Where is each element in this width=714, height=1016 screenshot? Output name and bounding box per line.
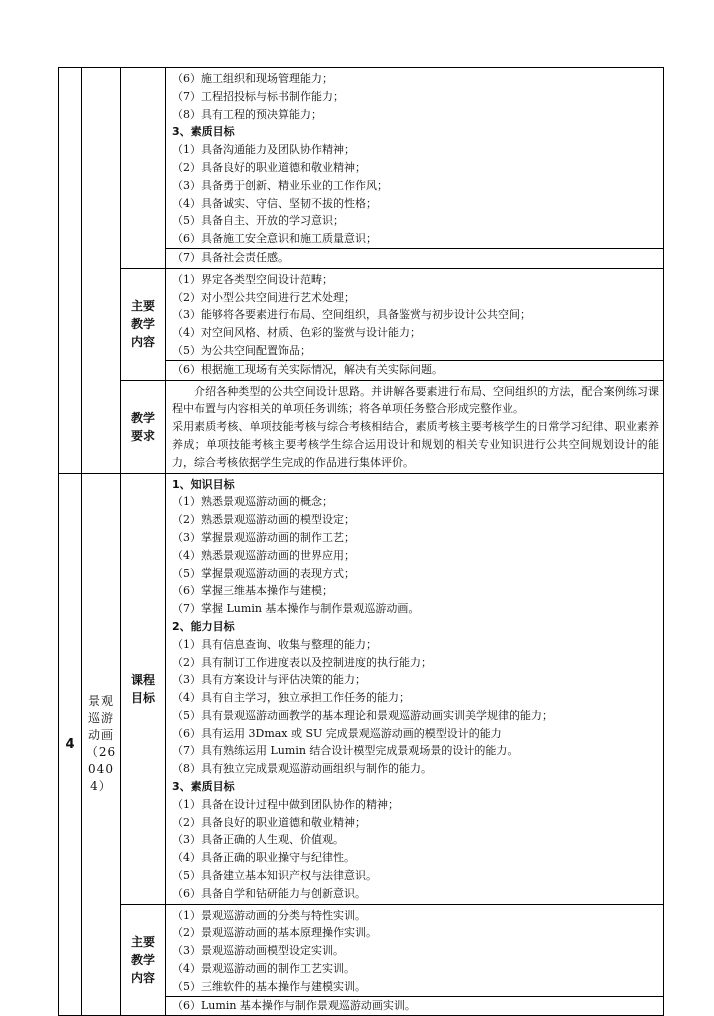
list-item: （3）具有方案设计与评估决策的能力； — [172, 673, 366, 687]
row4-course-name: 景观巡游动画（260404） — [82, 473, 121, 1016]
row3-requirements-row — [59, 380, 664, 473]
label-line: 教学 — [130, 410, 155, 425]
list-item: （3）具备正确的人生观、价值观。 — [172, 833, 344, 847]
section-heading: 3、素质目标 — [172, 780, 235, 794]
list-item: （6）具备施工安全意识和施工质量意识； — [172, 232, 377, 246]
row3-goals-last-item: （7）具备社会责任感。 — [166, 248, 663, 267]
label-line: 教学 — [130, 953, 155, 968]
list-item: （2）景观巡游动画的基本原理操作实训。 — [172, 926, 377, 940]
row3-content-items — [172, 271, 659, 360]
row3-goals-content — [166, 68, 664, 269]
list-item: （2）熟悉景观巡游动画的模型设定； — [172, 513, 355, 527]
requirements-paragraph-1: 介绍各种类型的公共空间设计思路。并讲解各要素进行布局、空间组织的方法，配合案例练习课程中布置与内容相关的单项任务训练；将各单项任务整合形成完整作业。 — [172, 384, 659, 416]
list-item: （5）掌握景观巡游动画的表现方式； — [172, 566, 355, 580]
list-item: （6）具有运用 3Dmax 或 SU 完成景观巡游动画的模型设计的能力 — [172, 726, 502, 740]
list-item: （7）工程招投标与标书制作能力； — [172, 89, 344, 103]
list-item: （2）对小型公共空间进行艺术处理； — [172, 290, 355, 304]
section-heading: 1、知识目标 — [172, 477, 235, 491]
list-item: （1）具备在设计过程中做到团队协作的精神； — [172, 797, 399, 811]
list-item: （8）具有工程的预决算能力； — [172, 107, 322, 121]
row4-content-label — [121, 904, 166, 1016]
label-line: 课程 — [130, 672, 155, 687]
row3-content-list — [166, 268, 664, 380]
label-line: 目标 — [130, 690, 155, 705]
list-item: （3）景观巡游动画模型设定实训。 — [172, 944, 344, 958]
list-item: （7）具有熟练运用 Lumin 结合设计模型完成景观场景的设计的能力。 — [172, 744, 519, 758]
list-item: （5）具有景观巡游动画教学的基本理论和景观巡游动画实训美学规律的能力； — [172, 708, 553, 722]
row3-goals-row — [59, 68, 664, 269]
list-item: （3）掌握景观巡游动画的制作工艺； — [172, 530, 355, 544]
section-heading: 2、能力目标 — [172, 619, 235, 633]
row3-requirements-label — [121, 380, 166, 473]
list-item: （2）具备良好的职业道德和敬业精神； — [172, 160, 366, 174]
row3-content-row — [59, 268, 664, 380]
row4-content-row — [59, 904, 664, 1016]
row4-content-list — [166, 904, 664, 1016]
list-item: （3）具备勇于创新、精业乐业的工作作风； — [172, 178, 388, 192]
row4-goals-label — [121, 473, 166, 904]
curriculum-table — [58, 67, 664, 1016]
label-line: 内容 — [130, 335, 155, 350]
row4-content-last-item: （6）Lumin 基本操作与制作景观巡游动画实训。 — [166, 996, 663, 1015]
label-line: 主要 — [130, 935, 155, 950]
list-item: （1）景观巡游动画的分类与特性实训。 — [172, 908, 366, 922]
list-item: （1）熟悉景观巡游动画的概念； — [172, 495, 333, 509]
list-item: （8）具有独立完成景观巡游动画组织与制作的能力。 — [172, 762, 432, 776]
list-item: （3）能够将各要素进行布局、空间组织，具备鉴赏与初步设计公共空间； — [172, 308, 531, 322]
section-heading: 3、素质目标 — [172, 125, 235, 139]
list-item: （1）界定各类型空间设计范畴； — [172, 272, 333, 286]
row3-content-label — [121, 268, 166, 380]
label-line: 要求 — [130, 428, 155, 443]
list-item: （4）具备正确的职业操守与纪律性。 — [172, 851, 355, 865]
list-item: （4）景观巡游动画的制作工艺实训。 — [172, 962, 355, 976]
row3-goals-list — [172, 70, 659, 248]
list-item: （6）施工组织和现场管理能力； — [172, 72, 333, 85]
list-item: （6）掌握三维基本操作与建模； — [172, 584, 333, 598]
label-line: 内容 — [130, 971, 155, 986]
list-item: （5）为公共空间配置饰品； — [172, 343, 311, 357]
row4-content-items — [172, 907, 659, 996]
row4-goals-list — [172, 476, 659, 903]
row3-course-cell — [82, 68, 121, 474]
list-item: （5）具备建立基本知识产权与法律意识。 — [172, 869, 377, 883]
row3-content-last-item: （6）根据施工现场有关实际情况，解决有关实际问题。 — [166, 360, 663, 379]
list-item: （1）具有信息查询、收集与整理的能力； — [172, 637, 377, 651]
list-item: （4）熟悉景观巡游动画的世界应用； — [172, 548, 355, 562]
row4-number: 4 — [59, 473, 82, 1016]
requirements-paragraph-2: 采用素质考核、单项技能考核与综合考核相结合，素质考核主要考核学生的日常学习纪律、职业素养养成；单项技能考核主要考核学生综合运用设计和规划的相关专业知识进行公共空间规划设计的能力，综合考核依据学生完成的作品进行集体评价。 — [172, 420, 659, 469]
row3-requirements-text — [166, 380, 664, 473]
list-item: （4）具备诚实、守信、坚韧不拔的性格； — [172, 196, 377, 210]
list-item: （2）具有制订工作进度表以及控制进度的执行能力； — [172, 655, 432, 669]
list-item: （4）具有自主学习，独立承担工作任务的能力； — [172, 691, 410, 705]
row4-goals-row — [59, 473, 664, 904]
list-item: （5）具备自主、开放的学习意识； — [172, 214, 344, 228]
row3-number-cell — [59, 68, 82, 474]
row3-goals-label-cell — [121, 68, 166, 269]
label-line: 主要 — [130, 299, 155, 314]
list-item: （1）具备沟通能力及团队协作精神； — [172, 143, 355, 157]
label-line: 教学 — [130, 317, 155, 332]
list-item: （2）具备良好的职业道德和敬业精神； — [172, 815, 366, 829]
list-item: （4）对空间风格、材质、色彩的鉴赏与设计能力； — [172, 326, 421, 340]
row4-goals-content — [166, 473, 664, 904]
list-item: （5）三维软件的基本操作与建模实训。 — [172, 979, 366, 993]
list-item: （6）具备自学和钻研能力与创新意识。 — [172, 886, 366, 900]
list-item: （7）掌握 Lumin 基本操作与制作景观巡游动画。 — [172, 602, 420, 616]
